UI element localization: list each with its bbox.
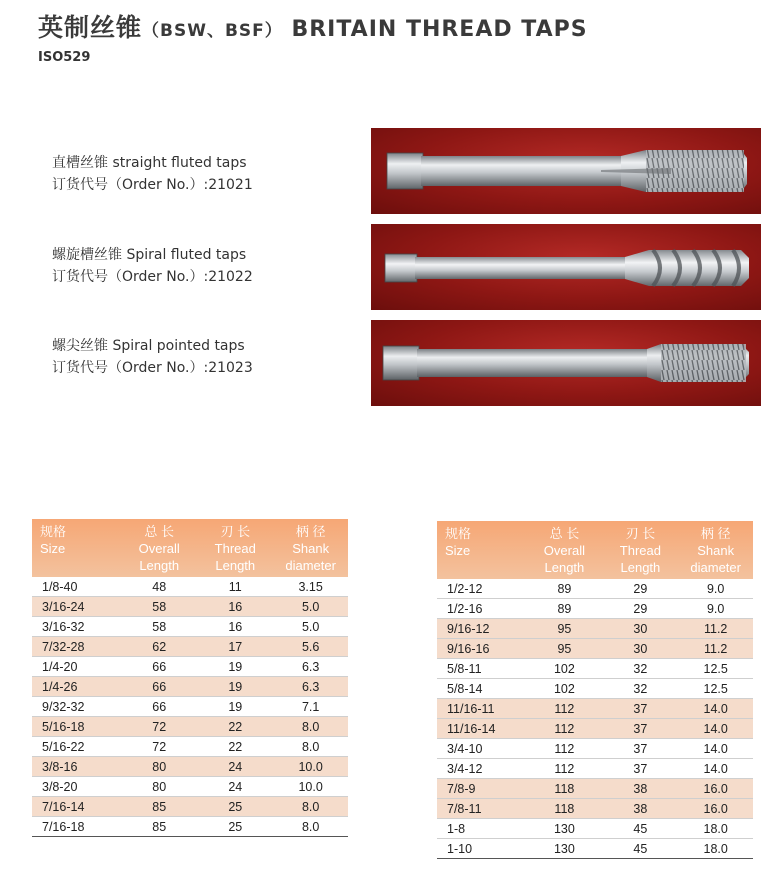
cell-thread-length: 24 bbox=[197, 757, 273, 777]
cell-thread-length: 38 bbox=[602, 799, 678, 819]
cell-thread-length: 19 bbox=[197, 657, 273, 677]
cell-thread-length: 37 bbox=[602, 699, 678, 719]
cell-size: 9/16-12 bbox=[437, 619, 526, 639]
table-row bbox=[437, 699, 753, 719]
cell-overall-length: 85 bbox=[121, 817, 197, 837]
cell-shank-diameter: 14.0 bbox=[678, 719, 753, 739]
cell-thread-length: 30 bbox=[602, 639, 678, 659]
table-row bbox=[437, 579, 753, 599]
product-order-number: 订货代号（Order No.）:21022 bbox=[52, 269, 253, 285]
product-spiral-pointed bbox=[52, 335, 253, 379]
cell-shank-diameter: 16.0 bbox=[678, 779, 753, 799]
cell-size: 3/16-32 bbox=[32, 617, 121, 637]
cell-size: 1/8-40 bbox=[32, 577, 121, 597]
cell-thread-length: 37 bbox=[602, 739, 678, 759]
cell-overall-length: 112 bbox=[526, 719, 602, 739]
cell-overall-length: 112 bbox=[526, 759, 602, 779]
cell-overall-length: 66 bbox=[121, 657, 197, 677]
cell-overall-length: 89 bbox=[526, 579, 602, 599]
page-header bbox=[38, 8, 588, 65]
cell-overall-length: 72 bbox=[121, 737, 197, 757]
table-row bbox=[32, 757, 348, 777]
title-english: BRITAIN THREAD TAPS bbox=[291, 17, 588, 42]
cell-thread-length: 16 bbox=[197, 617, 273, 637]
spiral-fluted-tap-photo bbox=[371, 224, 761, 310]
header-size: 规格 Size bbox=[32, 519, 121, 577]
cell-size: 11/16-14 bbox=[437, 719, 526, 739]
table-row bbox=[437, 599, 753, 619]
cell-overall-length: 112 bbox=[526, 739, 602, 759]
cell-size: 9/16-16 bbox=[437, 639, 526, 659]
header-size: 规格 Size bbox=[437, 521, 526, 579]
cell-thread-length: 45 bbox=[602, 839, 678, 859]
cell-size: 5/8-11 bbox=[437, 659, 526, 679]
cell-shank-diameter: 14.0 bbox=[678, 739, 753, 759]
spec-table-right bbox=[437, 521, 753, 859]
cell-thread-length: 11 bbox=[197, 577, 273, 597]
cell-size: 1/2-16 bbox=[437, 599, 526, 619]
cell-thread-length: 25 bbox=[197, 797, 273, 817]
cell-shank-diameter: 18.0 bbox=[678, 819, 753, 839]
cell-shank-diameter: 7.1 bbox=[273, 697, 348, 717]
cell-size: 9/32-32 bbox=[32, 697, 121, 717]
cell-thread-length: 32 bbox=[602, 659, 678, 679]
cell-shank-diameter: 12.5 bbox=[678, 679, 753, 699]
cell-thread-length: 16 bbox=[197, 597, 273, 617]
header-shank-diameter: 柄 径 Shank diameter bbox=[678, 521, 753, 579]
table-row bbox=[437, 779, 753, 799]
cell-overall-length: 80 bbox=[121, 757, 197, 777]
page-title bbox=[38, 8, 588, 44]
spec-table-left bbox=[32, 519, 348, 837]
cell-overall-length: 95 bbox=[526, 619, 602, 639]
header-thread-length: 刃 长 Thread Length bbox=[602, 521, 678, 579]
cell-size: 3/8-16 bbox=[32, 757, 121, 777]
cell-thread-length: 45 bbox=[602, 819, 678, 839]
cell-size: 11/16-11 bbox=[437, 699, 526, 719]
cell-overall-length: 66 bbox=[121, 697, 197, 717]
header-shank-diameter: 柄 径 Shank diameter bbox=[273, 519, 348, 577]
title-standards: （BSW、BSF） bbox=[142, 21, 283, 41]
table-row bbox=[437, 759, 753, 779]
table-row bbox=[437, 659, 753, 679]
cell-shank-diameter: 14.0 bbox=[678, 759, 753, 779]
cell-size: 5/16-18 bbox=[32, 717, 121, 737]
cell-shank-diameter: 5.0 bbox=[273, 617, 348, 637]
cell-thread-length: 37 bbox=[602, 759, 678, 779]
product-name: 直槽丝锥 straight fluted taps bbox=[52, 155, 247, 171]
cell-shank-diameter: 9.0 bbox=[678, 579, 753, 599]
header-overall-length: 总 长 Overall Length bbox=[526, 521, 602, 579]
cell-overall-length: 112 bbox=[526, 699, 602, 719]
table-header-row bbox=[437, 521, 753, 579]
table-row bbox=[32, 697, 348, 717]
header-thread-length: 刃 长 Thread Length bbox=[197, 519, 273, 577]
cell-shank-diameter: 16.0 bbox=[678, 799, 753, 819]
cell-thread-length: 19 bbox=[197, 697, 273, 717]
table-row bbox=[32, 637, 348, 657]
cell-thread-length: 32 bbox=[602, 679, 678, 699]
cell-thread-length: 24 bbox=[197, 777, 273, 797]
product-name: 螺旋槽丝锥 Spiral fluted taps bbox=[52, 247, 247, 263]
cell-size: 7/8-11 bbox=[437, 799, 526, 819]
cell-shank-diameter: 5.0 bbox=[273, 597, 348, 617]
table-row bbox=[32, 577, 348, 597]
table-row bbox=[437, 619, 753, 639]
standard-code: ISO529 bbox=[38, 50, 91, 65]
cell-shank-diameter: 6.3 bbox=[273, 657, 348, 677]
table-row bbox=[437, 739, 753, 759]
cell-overall-length: 130 bbox=[526, 839, 602, 859]
cell-size: 1/4-26 bbox=[32, 677, 121, 697]
cell-overall-length: 89 bbox=[526, 599, 602, 619]
cell-size: 1/4-20 bbox=[32, 657, 121, 677]
table-row bbox=[32, 597, 348, 617]
cell-thread-length: 29 bbox=[602, 599, 678, 619]
table-row bbox=[32, 777, 348, 797]
table-row bbox=[437, 639, 753, 659]
cell-thread-length: 37 bbox=[602, 719, 678, 739]
table-row bbox=[32, 737, 348, 757]
cell-size: 1/2-12 bbox=[437, 579, 526, 599]
cell-shank-diameter: 10.0 bbox=[273, 777, 348, 797]
cell-shank-diameter: 8.0 bbox=[273, 797, 348, 817]
product-order-number: 订货代号（Order No.）:21023 bbox=[52, 360, 253, 376]
cell-size: 5/16-22 bbox=[32, 737, 121, 757]
cell-size: 1-10 bbox=[437, 839, 526, 859]
table-row bbox=[437, 679, 753, 699]
table-row bbox=[437, 799, 753, 819]
cell-size: 7/32-28 bbox=[32, 637, 121, 657]
title-chinese: 英制丝锥 bbox=[38, 13, 143, 42]
cell-thread-length: 30 bbox=[602, 619, 678, 639]
cell-overall-length: 48 bbox=[121, 577, 197, 597]
cell-thread-length: 29 bbox=[602, 579, 678, 599]
table-row bbox=[437, 819, 753, 839]
cell-overall-length: 66 bbox=[121, 677, 197, 697]
table-row bbox=[32, 677, 348, 697]
cell-shank-diameter: 18.0 bbox=[678, 839, 753, 859]
cell-shank-diameter: 8.0 bbox=[273, 817, 348, 837]
cell-overall-length: 72 bbox=[121, 717, 197, 737]
cell-shank-diameter: 11.2 bbox=[678, 619, 753, 639]
cell-thread-length: 19 bbox=[197, 677, 273, 697]
cell-overall-length: 118 bbox=[526, 799, 602, 819]
cell-shank-diameter: 9.0 bbox=[678, 599, 753, 619]
table-row bbox=[32, 817, 348, 837]
cell-size: 3/8-20 bbox=[32, 777, 121, 797]
cell-size: 3/4-10 bbox=[437, 739, 526, 759]
cell-thread-length: 38 bbox=[602, 779, 678, 799]
cell-shank-diameter: 3.15 bbox=[273, 577, 348, 597]
cell-shank-diameter: 11.2 bbox=[678, 639, 753, 659]
cell-overall-length: 102 bbox=[526, 679, 602, 699]
cell-overall-length: 58 bbox=[121, 617, 197, 637]
cell-overall-length: 95 bbox=[526, 639, 602, 659]
straight-fluted-tap-photo bbox=[371, 128, 761, 214]
cell-overall-length: 130 bbox=[526, 819, 602, 839]
cell-shank-diameter: 14.0 bbox=[678, 699, 753, 719]
cell-thread-length: 17 bbox=[197, 637, 273, 657]
header-overall-length: 总 长 Overall Length bbox=[121, 519, 197, 577]
cell-shank-diameter: 5.6 bbox=[273, 637, 348, 657]
cell-size: 3/16-24 bbox=[32, 597, 121, 617]
cell-overall-length: 118 bbox=[526, 779, 602, 799]
product-spiral-fluted bbox=[52, 244, 253, 288]
cell-size: 3/4-12 bbox=[437, 759, 526, 779]
product-order-number: 订货代号（Order No.）:21021 bbox=[52, 177, 253, 193]
cell-size: 5/8-14 bbox=[437, 679, 526, 699]
cell-overall-length: 58 bbox=[121, 597, 197, 617]
cell-shank-diameter: 10.0 bbox=[273, 757, 348, 777]
table-row bbox=[32, 657, 348, 677]
cell-size: 1-8 bbox=[437, 819, 526, 839]
cell-thread-length: 22 bbox=[197, 737, 273, 757]
table-row bbox=[437, 839, 753, 859]
cell-shank-diameter: 12.5 bbox=[678, 659, 753, 679]
cell-overall-length: 102 bbox=[526, 659, 602, 679]
product-name: 螺尖丝锥 Spiral pointed taps bbox=[52, 338, 245, 354]
product-straight-fluted bbox=[52, 152, 253, 196]
cell-thread-length: 25 bbox=[197, 817, 273, 837]
cell-overall-length: 85 bbox=[121, 797, 197, 817]
cell-shank-diameter: 8.0 bbox=[273, 737, 348, 757]
table-row bbox=[437, 719, 753, 739]
cell-shank-diameter: 8.0 bbox=[273, 717, 348, 737]
cell-shank-diameter: 6.3 bbox=[273, 677, 348, 697]
cell-overall-length: 62 bbox=[121, 637, 197, 657]
table-row bbox=[32, 617, 348, 637]
cell-overall-length: 80 bbox=[121, 777, 197, 797]
table-row bbox=[32, 717, 348, 737]
spiral-pointed-tap-photo bbox=[371, 320, 761, 406]
table-header-row bbox=[32, 519, 348, 577]
cell-thread-length: 22 bbox=[197, 717, 273, 737]
cell-size: 7/16-18 bbox=[32, 817, 121, 837]
cell-size: 7/16-14 bbox=[32, 797, 121, 817]
table-row bbox=[32, 797, 348, 817]
cell-size: 7/8-9 bbox=[437, 779, 526, 799]
